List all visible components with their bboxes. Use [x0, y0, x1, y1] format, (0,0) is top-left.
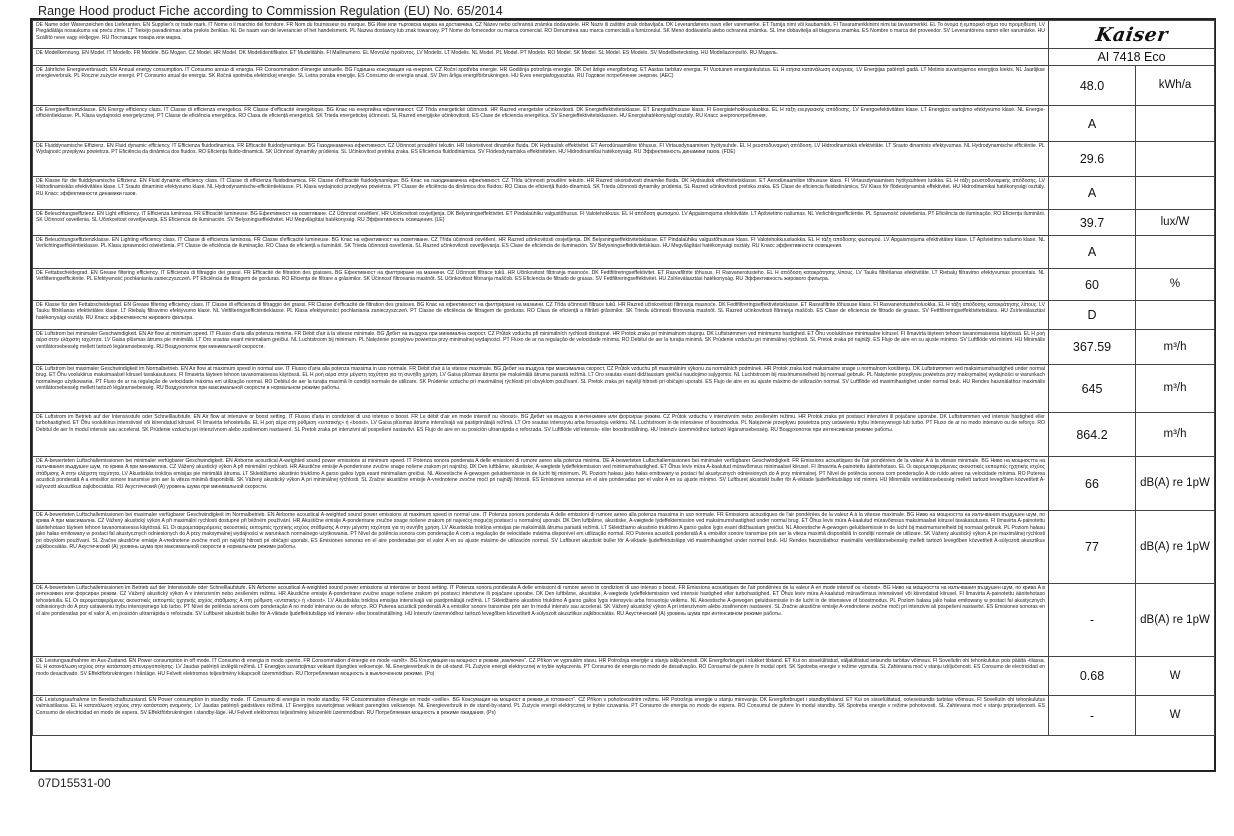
table-row-eec — [33, 106, 1215, 142]
row-value: - — [1049, 584, 1136, 657]
table-row-gfe — [33, 269, 1215, 301]
row-value: 66 — [1049, 457, 1136, 511]
row-value: 77 — [1049, 511, 1136, 584]
row-description: DE Beleuchtungseffizienzklasse. EN Lighting efficiency class. IT Classe di efficienza luminosa. FR Classe d'efficacité lumineuse. BG Клас на ефективност на осветяване. CZ Třída účinnosti osvětlení. HR Razred učinkovitosti osvjetljenja. DK Belysningseffektivitetsklasse. ET Pindalaühiku valgustõhususe klass. FI Valotehokkuusluokka. EL Η τάξη απόδοσης φωτισμού. LV Apgaismojuma efektivitātes klase. LT Apšvietimo našumo klasė. NL Verlichtingsefficiëntieklasse. PL Klasa sprawności oświetlenia. PT Classe de eficiência de iluminação. RO Clasa de eficiență a iluminării. SK Trieda účinnosti osvetlenia. SL Razred učinkovitosti osvetljevanja. ES Clase de eficiencia de iluminación. SV Belysningseffektivitetsklass. HU Megvilágítási hatékonysági osztály. RU Класс эффективности освещения. — [33, 236, 1049, 269]
row-unit — [1136, 301, 1215, 330]
row-unit — [1136, 106, 1215, 142]
row-value: A — [1049, 236, 1136, 269]
row-unit: dB(A) re 1pW — [1136, 511, 1215, 584]
fiche-table — [32, 20, 1215, 736]
row-description: DE Luftstrom im Betrieb auf der Intensivstufe oder Schnelllaufstufe. EN Air flow at intensive or boost setting. IT Flusso d'aria in condizioni di uso intenso o boost. FR Le débit d'air en mode intensif ou «boost». BG Дебит на въздуха в интензивен или форсиран режим. CZ Průtok vzduchu v intenzivním nebo zesíleném režimu. HR Protok zraka pri postavci intenzivni ili pojačane uporabe. DK Luftstrømmen ved intensiv hastighed eller turbohastighed. ET Õhu voolukiirus intensiivsel või kiirendatud kiirusel. FI Ilmavirta tehostetulla. EL Η ροή αέρα στη ρύθμιση «εντατικής» ή «boost». LV Gaisa plūsmas ātrums intensīvajā vai pastiprinātajā režīmā. LT Oro srautas intensyviu arba forsuotoju veikimu. NL Luchtstroom in de intensieve of boostmodus. PL Natężenie przepływu powietrza przy ustawieniu trybu intensywnego lub turbo. PT Fluxo de ar no modo intensivo ou de reforço. RO Debitul de aer în modul intensiv sau accelerat. SK Prúdenie vzduchu pri intenzívnom alebo zosilnenom nastavení. SL Pretok zraka pri intenzivni ali pospešeni nastavitvi. ES Flujo de aire en su posición ultrarrápida o reforzada. SV Luftflöde vid intensiv- eller boostinställning. HU Intenzív üzemmódhoz tartozó légáramsebesség. RU Воздухопоток при интенсивном режиме работы. — [33, 413, 1049, 457]
row-unit: dB(A) re 1pW — [1136, 457, 1215, 511]
table-row-airflow-max — [33, 365, 1215, 413]
row-description: DE Klasse für den Fettabscheidegrad. EN Grease filtering efficiency class. IT Classe di efficienza di filtraggio dei grassi. FR Classe d'efficacité de filtration des graisses. BG Клас на ефективност на филтриране на мазнини. CZ Třída účinnosti filtrace tuků. HR Razred učinkovitosti filtriranja masnoće. DK Fedtfiltreringseffektivitetsklasse. ET Rasvafiltrite tõhususe klass. FI Rasvanerotusteholuokka. EL Η τάξη απόδοσης κατακράτησης λίπους. LV Tauku filtrēšanas efektivitātes klase. LT Riebalų filtravimo efektyvumo klasė. NL Vetfilteringsefficiëntieklasse. PL Klasa efektywności pochłaniania zanieczyszczeń. PT Classe de eficiência de filtragem de gorduras. RO Clasa de eficiență a filtrării grăsimilor. SK Trieda účinnosti filtrovania mastnôt. SL Razred učinkovitosti filtriranja maščob. ES Clase de eficiencia de filtrado de grasas. SV Fettfiltreringseffektivitetsklass. HU Zsírleválasztási hatékonysági osztály. RU Класс эффективности жирового фильтра. — [33, 301, 1049, 330]
table-row-fde-class — [33, 177, 1215, 210]
row-value: 645 — [1049, 365, 1136, 413]
row-unit — [1136, 236, 1215, 269]
row-description: DE Luftstrom bei maximaler Geschwindigkeit im Normalbetrieb. EN Air flow at maximum speed in normal use. IT Flusso d'aria alla potenza massima in uso normale. FR Débit d'air à la vitesse maximale. BG Дебит на въздуха при максимална скорост. CZ Průtok vzduchu při maximálním výkonu za normálních podmínek. HR Protok zraka kod maksimalne snage u normalnom korištenju. DK Luftstrømmen ved maksimumshastighed under normal brug. ET Õhu voolukiirus maksimaalsel kiirusel tavakasutuses. FI Ilmavirta täyteen tehoon tavanomaisessa käytössä. EL Η ροή αέρα στην μέγιστη ταχύτητα για τη συνήθη χρήση. LV Gaisa plūsmas ātrums pie maksimālā ātruma parastā režīmā. LT Oro srautas esant didžiausiam greičiui naudojimo sąlygomis. NL Luchtstroom bij maximumsnelheid bij normaal gebruik. PL Natężenie przepływu powietrza przy maksymalnej wydajności w warunkach normalnego użytkowania. PT Fluxo de ar na regulação de velocidade máxima em utilização normal. RO Debitul de aer la turația maximă în condiții normale de utilizare. SK Prúdenie vzduchu pri maximálnej rýchlosti pri obvyklom používaní. SL Pretok zraka pri najvišji hitrosti pri običajni uporabi. ES Flujo de aire en su ajuste máximo de utilización normal. SV Luftflöde vid maximihastighet under normal bruk. HU Rendes használathoz maximális ventilátorsebesség mellett tartozó légáramsebesség. RU Воздухопоток при максимальной скорости в нормальном режиме работы. — [33, 365, 1049, 413]
row-value: 29.6 — [1049, 142, 1136, 177]
row-description: DE A-bewerteten Luftschallemissionen bei minimaler verfügbarer Geschwindigkeit. EN Airborne acoustical A-weighted sound power emissions at minimum speed. IT Potenza sonora ponderata A delle emissioni di rumore aereo alla potenza minima. DE A-bewerteten Luftschallemissionen bei minimaler verfügbarer Geschwindigkeit. FR Emissions acoustiques de l'air pondérées de la valeur A à la vitesse minimale. BG Ниво на мощността на излъчвания въздушен шум, по крива A при минимална. CZ Vážený akustický výkon A při minimální rychlosti. HR Akustične emisije A-ponderirane zvučne snage nošene zrakom pri najnižoj. DK Den luftbårne, akustiske, A-vægtede lydeffektemission ved minimumshastighed. ET Õhus leviv müra A-kaalutud müravõimsus minimaalsel kiirusel. FI Ilmavirta A-painotettu äänitehotaso. EL Οι αερομεταφερόμενες ακουστικές εκπομπές ηχητικής ισχύος στάθμισης A στην ελάχιστη ταχύτητα. LV Akustiskās trokšņa emisijas pie minimālā ātruma. LT Skleidžiamo akustinio triukšmo A garso galios lygis esant minimaliam greičiui. NL Akoestische A-gewogen geluidsemissie in de lucht bij minimum. PL Poziom hałasu jako hałas emitowany w postaci fal akustycznych odniesionych do A przy minimalnej. PT Nível de potência sonora com ponderação A do ruído aéreo na velocidade mínima. RO Puterea acustică ponderată A a emisiilor sonore transmise prin aer la viteza minimă disponibilă. SK Vážený akustický výkon A pri minimálnej rýchlosti. SL Zračne akustične emisije A-vrednotene zvočne moči pri najnižji hitrosti. ES Emisiones sonoras en el aire ponderadas por el valor A en su ajuste mínimo. SV Luftburet akustiskt buller för A-viktade ljudeffektutsläpp vid minimi. HU Minimális ventilátorsebesség mellett tartozó levegőben közvetített A-súlyozott akusztikus zajkibocsátás. RU Акустический (A) уровень шума при минимальной скорости. — [33, 457, 1049, 511]
row-unit: m³/h — [1136, 413, 1215, 457]
row-description: DE A-bewerteten Luftschallemissionen im Betrieb auf der Intensivstufe oder Schnelllaufstufe. EN Airborne acoustical A-weighted sound power emissions at intensive or boost setting. IT Potenza sonora ponderata A delle emissioni di rumore aereo in condizioni di uso intenso o boost. FR Emissions acoustiques de l'air pondérées de la valeur A en mode intensif ou «boost». BG Ниво на мощността на излъчвания въздушен шум, по крива A в интензивен или форсиран режим. CZ Vážený akustický výkon A v intenzivním nebo zesíleném režimu. HR Akustične emisije A-ponderirane zvučne snage nošene zrakom pri postavci intenzivne ili pojačane uporabe. DK Den luftbårne, akustiske, A-vægtede lydeffektemission ved intensiv hastighed eller turbohastighed. ET Õhus leviv müra A-kaalutud müravõimsus intensiivsel või kiirendatud kiirusel. FI Ilmavirta A-painotettu äänitehotaso tehostetulla. EL Οι αερομεταφερόμενες ακουστικές εκπομπές ηχητικής ισχύος στάθμισης A στη ρύθμιση «εντατικής» ή «boost». LV Akustiskās trokšņa emisijas intensīvajā vai pastiprinātajā režīmā. LT Skleidžiamo akustinio triukšmo A garso galios lygis intensyviu arba forsuotoju veikimu. NL Akoestische A-gewogen geluidsemissie in de lucht in de intensieve of boostmodus. PL Poziom hałasu jako hałas emitowany w postaci fal akustycznych odniesionych do A przy ustawieniu trybu intensywnego lub turbo. PT Nível de potência sonora com ponderação A no modo intensivo ou de reforço. RO Puterea acustică ponderată A a emisiilor sonore transmise prin aer în modul intensiv sau accelerat. SK Vážený akustický výkon A pri intenzívnom alebo zosilnenom nastavení. SL Zračne akustične emisije A-vrednotene zvočne moči pri intenzivni ali pospešeni nastavitvi. ES Emisiones sonoras en el aire ponderadas por el valor A, en posición ultrarrápida o reforzada. SV Luftburet akustiskt buller för A-viktade ljudeffektutsläpp vid intensiv- eller boostinställning. HU Intenzív üzemmódhoz tartozó levegőben közvetített A-súlyozott akusztikus zajkibocsátás. RU Акустический (A) уровень шума при интенсивном режиме работы. — [33, 584, 1049, 657]
table-row-gfe-class — [33, 301, 1215, 330]
table-row-supplier — [33, 21, 1215, 49]
row-unit: kWh/a — [1136, 66, 1215, 106]
row-unit — [1136, 142, 1215, 177]
row-unit: lux/W — [1136, 210, 1215, 236]
row-value: 60 — [1049, 269, 1136, 301]
row-description: DE Jährliche Energieverbrauch. EN Annual energy consumption. IT Consumo annuo di energia. FR Consommation d'énergie annuelle. BG Годишна консумация на енергия. CZ Roční spotřeba energie. HR Godišnja potrošnja energije. DK Det årlige energiforbrug. ET Aastas tarbitav energia. FI Vuotuinen energiankulutus. EL Η ετήσια κατανάλωση ενέργειας. LV Enerģijas patēriņš gadā. LT Metinis suvartojamos energijos kiekis. NL Jaarlijkse energieverbruik. PL Roczne zużycie energii. PT Consumo anual de energia. SK Ročná spotreba elektrickej energie. SL Letna poraba energije. ES Consumo de energía anual. SV Den årliga energiförbrukningen. HU Éves energiafogyasztás. RU Годовое потребление энергии. (AEC) — [33, 66, 1049, 106]
row-value: D — [1049, 301, 1136, 330]
row-value: 39.7 — [1049, 210, 1136, 236]
table-row-power-off — [33, 657, 1215, 696]
row-description: DE A-bewerteten Luftschallemissionen bei maximaler verfügbarer Geschwindigkeit im Normalbetrieb. EN Airborne acoustical A-weighted sound power emissions at maximum speed in normal use. IT Potenza sonora ponderata A delle emissioni di rumore aereo alla potenza massima in uso normale. FR Emissions acoustiques de l'air pondérées de la valeur A à la vitesse maximale. BG Ниво на мощността на излъчвания въздушен шум, по крива A при максимална. CZ Vážený akustický výkon A při maximální rychlosti dostupné při běžném používání. HR Akustične emisije A-ponderirane zvučne snage nošene zrakom pri najvećoj mogućoj postavci u normalnoj uporabi. DK Den luftbårne, akustiske, A-vægtede lydeffektemission ved maksimumshastighed under normal brug. ET Õhus leviv müra A-kaalutud müravõimsus maksimaalsel kiirusel tavakasutuses. FI Ilmavirta A-painotettu äänitehotaso täyteen tehoon tavanomaisessa käytössä. EL Οι αερομεταφερόμενες ακουστικές εκπομπές ηχητικής ισχύος στάθμισης A στην μέγιστη ταχύτητα για τη συνήθη χρήση. LV Akustiskās trokšņa emisijas pie maksimālā ātruma parastā režīmā. LT Skleidžiamo akustinio triukšmo A garso galios lygis esant didžiausiam greičiui. NL Akoestische A-gewogen geluidsemissie in de lucht bij maximumsnelheid bij normaal gebruik. PL Poziom hałasu jako hałas emitowany w postaci fal akustycznych odniesionych do A przy maksymalnej wydajności w warunkach normalnego użytkowania. PT Nível de potência sonora com ponderação A com a regulação de velocidade máxima disponível em utilização normal. RO Puterea acustică ponderată A a emisiilor sonore transmise prin aer la viteza maximă disponibilă în condiții normale de utilizare. SK Vážený akustický výkon A pri maximálnej rýchlosti pri obvyklom používaní. SL Zračne akustične emisije A-vrednotene zvočne moči pri najvišji hitrosti pri običajni uporabi. ES Emisiones sonoras en el aire ponderadas por el valor A en su ajuste máximo de utilización normal. SV Luftburet akustiskt buller för A-viktade ljudeffektutsläpp vid maximihastighet under normal bruk. HU Rendes használathoz maximális ventilátorsebesség mellett tartozó levegőben közvetített A-súlyozott akusztikus zajkibocsátás. RU Акустический (A) уровень шума при максимальной скорости в нормальном режиме работы. — [33, 511, 1049, 584]
table-row-model — [33, 49, 1215, 66]
row-value: - — [1049, 696, 1136, 736]
model-value: AI 7418 Eco — [1049, 49, 1215, 66]
row-description: DE Name oder Warenzeichen des Lieferanten. EN Supplier's or trade mark. IT Nome o il marchio del fornitore. FR Nom du fournisseur ou marque. BG Име или търговска марка на доставчика. CZ Název nebo ochranná známka dodavatele. HR Naziv ili zaštitni znak dobavljača. DK Leverandørens navn eller varemærke. ET Tarnija nimi või kaubamärk. FI Tavaramerkkinimi nimi tai tavaramerkki. EL Το όνομα ή εμπορικό σήμα του προμηθευτή. LV Piegādātāja nosaukums vai preču zīme. LT Tiekėjo pavadinimas arba prekės ženklas. NL De naam van de leverancier of het handelsmerk. PL Nazwa dostawcy lub znak towarowy. PT Nome do fornecedor ou marca comercial. RO Denumirea sau marca comercială a furnizorului. SK Meno dodávateľa alebo ochranná známka. SL Ime dobavitelja ali blagovna znamka. ES Nombre o marca del proveedor. SV Leverantörens namn eller varumärke. HU Szállító neve vagy védjegye. RU Поставщик товара или марка. — [33, 21, 1049, 49]
row-unit: W — [1136, 657, 1215, 696]
row-description: DE Fettabscheidegrad. EN Grease filtering efficiency. IT Efficienza di filtraggio dei grassi. FR Efficacité de filtration des graisses. BG Ефективност на филтриране на мазнини. CZ Účinnost filtrace tuků. HR Učinkovitost filtriranja masnoće. DK Fedtfiltreringseffektivitet. ET Rasvafiltrite tõhusus. FI Rasvanerotusteho. EL Η απόδοση κατακράτησης λίπους. LV Tauku filtrēšanas efektivitāte. LT Riebalų filtravimo efektyvumas procentais. NL Vetfilteringsefficiëntie. PL Efektywność pochłaniania zanieczyszczeń. PT Eficiência de filtragem de gorduras. RO Eficiența de filtrare a grăsimilor. SK Účinnosť filtrovania mastnôt. SL Učinkovitost filtriranja maščob. ES Eficiencia de filtrado de grasas. SV Fettfiltreringseffektivitet. HU Zsírleválasztási hatékonyság. RU Эффективность жирового фильтра. — [33, 269, 1049, 301]
document-code: 07D15531-00 — [38, 776, 111, 790]
row-description: DE Fluiddynamische Effizienz. EN Fluid dynamic efficiency. IT Efficienza fluidodinamica. FR Efficacité fluidodynamique. BG Газодинамична ефективност. CZ Účinnost proudění tekutin. HR Iskoristivost dinamike fluida. DK Hydraulisk effektivitet. ET Aerodünaamiline tõhusus. FI Virtausdynaaminen hyötysuhde. EL Η ρευστοδυναμική απόδοση. LV Hidrodinamiskā efektivitāte. LT Srauto dinaminis efektyvumas. NL Hydrodynamische efficiëntie. PL Wydajność przepływu powietrza. PT Eficiência da dinâmica dos fluidos. RO Eficiența fluido-dinamică. SK Účinnosť dynamiky prúdenia. SL Učinkovitost pretoka zraka. ES Eficiencia fluidodinámica. SV Flödesdynamiska effektiviteten. HU Hidrodinamikai hatékonyság. RU Эффективность динамики газов. (FDE) — [33, 142, 1049, 177]
row-value: 367.59 — [1049, 330, 1136, 365]
row-description: DE Leistungsaufnahme im Bereitschaftszustand. EN Power consumption in standby mode. IT Consumo di energia in modo standby. FR Consommation d'énergie en mode «veille». BG Консумация на мощност в режим „в готовност“. CZ Příkon v pohotovostním režimu. HR Potrošnja energije u stanju mirovanja. DK Energiforbruget i standbytilstand. ET Kui on sisselülitatud, ooteseisundis tarbitav võimsus. FI Sovellutin ohi tehonkulutus valmiustilassa. EL Η κατανάλωση ισχύος στην κατάσταση αναμονής. LV Jaudas patēriņš gaidstāves režīmā. LT Energijos suvartojimas veikiant parengties veiksenoje. NL Energieverbruik in de stand-by-stand. PL Zużycie energii elektrycznej w trybie czuwania. PT Consumo de energia no modo de espera. RO Consumul de putere în modul standby. SK Spotreba energie v režime pohotovosti. SL Zahtevana moč v stanju pripravljenosti. ES Consumo de electricidad en modo de espera. SV Effektförbrukningen i standby-läge. HU Felvett elektromos teljesítmény készenléti üzemmódban. RU Потребляемая мощность в режиме ожидания. (Ps) — [33, 696, 1049, 736]
row-description: DE Klasse für die fluiddynamische Effizienz. EN Fluid dynamic efficiency class. IT Classe di efficienza fluidodinamica. FR Classe d'efficacité fluidodynamique. BG Клас на газодинамична ефективност. CZ Třída účinnosti proudění tekutin. HR Razred iskoristivosti dinamike fluida. DK Hydraulisk effektivitetsklasse. ET Aerodünaamilise tõhususe klass. FI Virtausdynaamisen hyötysuhteen luokka. EL Η τάξη ρευστοδυναμικής απόδοσης. LV Hidrodinamiskās efektivitātes klase. LT Srauto dinaminio efektyvumo klasė. NL Hydrodynamische-efficiëntieklasse. PL Klasa wydajności przepływu powietrza. PT Classe de eficiência da dinâmica dos fluidos. RO Clasa de eficiență fluido-dinamică. SK Trieda účinnosti dynamiky prúdenia. SL Razred učinkovitosti pretoka zraka. ES Clase de eficiencia fluidodinámica. SV Klass för flödesdynamisk effektivitet. HU Hidrodinamikai hatékonysági osztály. RU Класс эффективности динамики газов. — [33, 177, 1049, 210]
table-row-le — [33, 210, 1215, 236]
row-unit: m³/h — [1136, 330, 1215, 365]
page-title: Range Hood product Fiche according to Commission Regulation (EU) No. 65/2014 — [38, 4, 503, 18]
table-row-power-standby — [33, 696, 1215, 736]
row-unit: dB(A) re 1pW — [1136, 584, 1215, 657]
brand-logo-cell — [1049, 21, 1215, 49]
table-row-noise-boost — [33, 584, 1215, 657]
table-row-fde — [33, 142, 1215, 177]
row-description: DE Leistungsaufnahme im Aus-Zustand. EN Power consumption in off mode. IT Consumo di energia in modo spento. FR Consommation d'énergie en mode «arrêt». BG Консумация на мощност в режим „изключен“. CZ Příkon ve vypnutém stavu. HR Potrošnja energije u stanju isključenosti. DK Energiforbruget i slukket tilstand. ET Kui on sisselülitatud, väljalülitatud seisundis tarbitav võimsus. FI Sovellutin ohi tehonkulutus pois päältä -tilassa. EL Η κατανάλωση ισχύος στην κατάσταση απενεργοποίησης. LV Jaudas patēriņš izslēgtā režīmā. LT Energijos suvartojimas veikiant išjungties veiksenoje. NL Energieverbruik in de uit-stand. PL Zużycie energii elektrycznej w trybie wyłączenia. PT Consumo de energia no modo de desativação. RO Consumul de putere în modul oprit. SK Spotreba energie v režime vypnutia. SL Zahtevana moč v stanju izključenosti. ES Consumo de electricidad en modo desactivado. SV Effektförbrukningen i frånläge. HU Felvett elektromos teljesítmény kikapcsolt üzemmódban. RU Потребляемая мощность в выключенном режиме. (Po) — [33, 657, 1049, 696]
row-unit — [1136, 177, 1215, 210]
row-value: A — [1049, 177, 1136, 210]
row-description: DE Energieeffizienzklasse. EN Energy efficiency class. IT Classe di efficienza energetica. FR Classe d'efficacité énergétique. BG Клас на енергийна ефективност. CZ Třída energetické účinnosti. HR Razred energetske učinkovitosti. DK Energieffektivitetsklasse. ET Energiatõhususe klass. FI Energiatehokkuusluokka. EL Η τάξη ενεργειακής απόδοσης. LV Energoefektivitātes klase. LT Energijos vartojimo efektyvumo klasė. NL Energie-efficiëntieklasse. PL Klasa wydajności energetycznej. PT Classe de eficiência energética. RO Clasa de eficiență energetică. SK Trieda energetickej účinnosti. SL Razred energijske učinkovitosti. ES Clase de eficiencia energética. SV Energieffektivitetsklassen. HU Energiahatékonysági osztály. RU Класс энергопотребления. — [33, 106, 1049, 142]
row-description: DE Beleuchtungseffizienz. EN Light efficiency. IT Efficienza luminosa. FR Efficacité lumineuse. BG Ефективност на осветяване. CZ Účinnost osvětlení. HR Učinkovitost osvjetljenja. DK Belysningseffektivitet. ET Pindalaühiku valgustõhusus. FI Valotehokkuus. EL Η απόδοση φωτισμού. LV Apgaismojuma efektivitāte. LT Apšvietimo našumas. NL Verlichtingsefficiëntie. PL Sprawność oświetlenia. PT Eficiência de iluminação. RO Eficiența iluminării. SK Účinnosť osvetlenia. SL Učinkovitost osvetljevanja. ES Eficiencia de iluminación. SV Belysningseffektivitet. HU Megvilágítási hatékonyság. RU Эффективность освещения. (LE) — [33, 210, 1049, 236]
row-description: DE Luftstrom bei minimaler Geschwindigkeit. EN Air flow at minimum speed. IT Flusso d'aria alla potenza minima. FR Débit d'air à la vitesse minimale. BG Дебит на въздуха при минимална скорост. CZ Průtok vzduchu při minimálních rychlosti dostupné. HR Protok zraka pri minimalnom stupnju. DK Luftstrømmen ved minimums hastighed. ET Õhu voolukiiruse minimaalse kiirusel. FI Ilmavirta täyteen tehoon tavanomaisessa käytössä. EL Η ροή αέρα στην ελάχιστη ταχύτητα. LV Gaisa plūsmas ātrums pie minimālā. LT Oro srautas esant minimaliam greičiui. NL Luchtstroom bij minimum. PL Natężenie przepływu powietrza przy minimalnej wydajności. PT Fluxo de ar na regulação de velocidade mínima. RO Debitul de aer la turația minimă. SK Prúdenie vzduchu pri minimálnej rýchlosti. SL Pretok zraka pri najnižji. ES Flujo de aire en su ajuste mínimo. SV Luftflöde vid minimi. HU Minimális ventilátorsebesség mellett tartozó légáramsebesség. RU Воздухопоток при минимальной скорости. — [33, 330, 1049, 365]
table-row-noise-min — [33, 457, 1215, 511]
table-row-airflow-boost — [33, 413, 1215, 457]
row-unit: W — [1136, 696, 1215, 736]
fiche-table-frame — [30, 18, 1216, 772]
row-value: 48.0 — [1049, 66, 1136, 106]
row-unit: m³/h — [1136, 365, 1215, 413]
row-value: A — [1049, 106, 1136, 142]
row-unit: % — [1136, 269, 1215, 301]
table-row-noise-max — [33, 511, 1215, 584]
row-value: 864.2 — [1049, 413, 1136, 457]
brand-logo: Kaiser — [1094, 23, 1169, 46]
row-description: DE Modellkennung. EN Model. IT Modello. FR Modèle. BG Модел. CZ Model. HR Model. DK Modelidentifikator. ET Mudelitähis. FI Mallinumero. EL Μοντέλο προϊόντος. LV Modelis. LT Modelis. NL Model. PL Model. PT Modelo. RO Model. SK Model. SL Model. ES Modelo. SV Modellbeteckning. HU Modellazonosító. RU Модель. — [33, 49, 1049, 66]
table-row-le-class — [33, 236, 1215, 269]
row-value: 0.68 — [1049, 657, 1136, 696]
table-row-airflow-min — [33, 330, 1215, 365]
table-row-aec — [33, 66, 1215, 106]
